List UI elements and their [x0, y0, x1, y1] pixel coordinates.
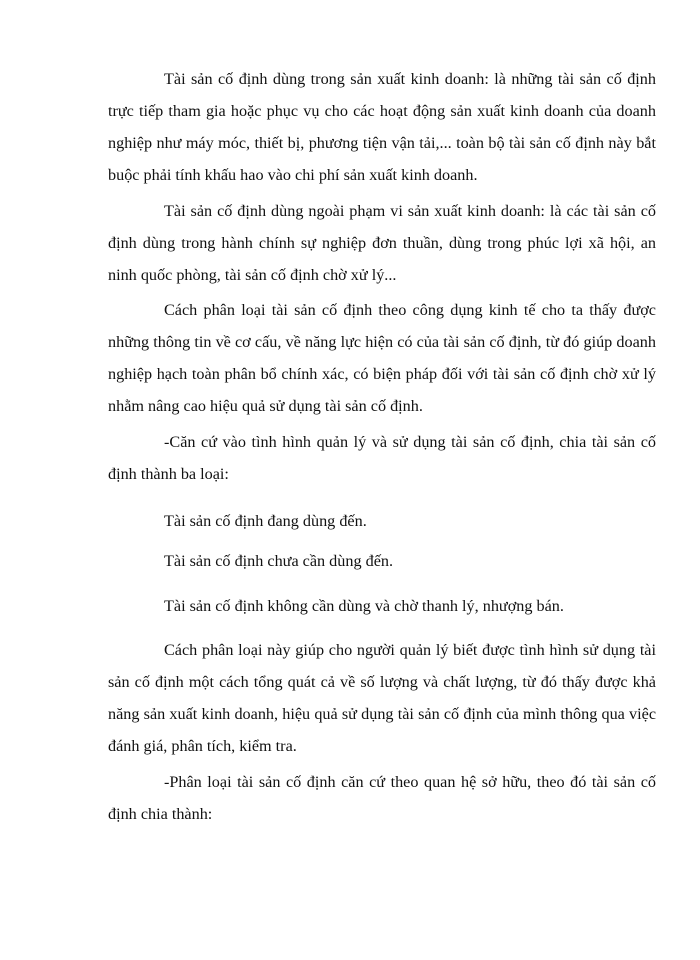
paragraph-fixed-assets-in-business: Tài sản cố định dùng trong sản xuất kinh doanh: là những tài sản cố định trực tiếp tham gia hoặc phục vụ cho các hoạt động sản xuất kinh doanh của doanh nghiệp như máy móc, thiết bị, phương tiện vận tải,... toàn bộ tài sản cố định này bắt buộc phải tính khấu hao vào chi phí sản xuất kinh doanh. — [108, 70, 656, 184]
list-item-not-yet-needed: Tài sản cố định chưa cần dùng đến. — [164, 552, 394, 570]
list-item-awaiting-liquidation: Tài sản cố định không cần dùng và chờ thanh lý, nhượng bán. — [164, 597, 564, 615]
paragraph-management-usage-classification: -Căn cứ vào tình hình quản lý và sử dụng tài sản cố định, chia tài sản cố định thành ba loại: — [108, 433, 656, 483]
paragraph-classification-benefit: Cách phân loại này giúp cho người quản lý biết được tình hình sử dụng tài sản cố định một cách tổng quát cả về số lượng và chất lượng, từ đó thấy được khả năng sản xuất kinh doanh, hiệu quả sử dụng tài sản cố định của mình thông qua việc đánh giá, phân tích, kiểm tra. — [108, 641, 656, 755]
paragraph-ownership-classification: -Phân loại tài sản cố định căn cứ theo quan hệ sở hữu, theo đó tài sản cố định chia thành: — [108, 773, 656, 823]
list-item-in-use: Tài sản cố định đang dùng đến. — [164, 512, 367, 530]
paragraph-economic-use-classification: Cách phân loại tài sản cố định theo công dụng kinh tế cho ta thấy được những thông tin về cơ cấu, về năng lực hiện có của tài sản cố định, từ đó giúp doanh nghiệp hạch toàn phân bổ chính xác, có biện pháp đối với tài sản cố định chờ xử lý nhằm nâng cao hiệu quả sử dụng tài sản cố định. — [108, 301, 656, 415]
paragraph-fixed-assets-outside-business: Tài sản cố định dùng ngoài phạm vi sản xuất kinh doanh: là các tài sản cố định dùng trong hành chính sự nghiệp đơn thuần, dùng trong phúc lợi xã hội, an ninh quốc phòng, tài sản cố định chờ xử lý... — [108, 202, 656, 284]
